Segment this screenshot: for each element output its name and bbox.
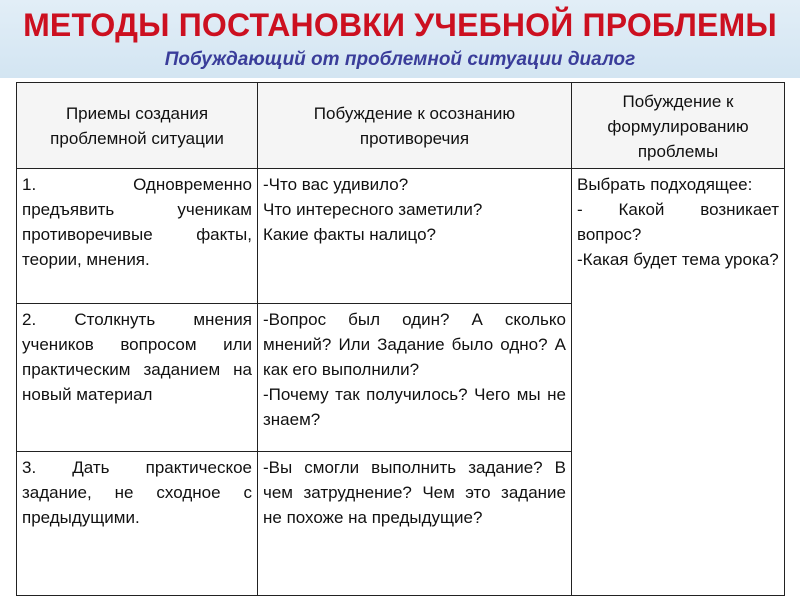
- header-cell-formulation: Побуждение к формулированию проблемы: [572, 83, 785, 169]
- page-title: МЕТОДЫ ПОСТАНОВКИ УЧЕБНОЙ ПРОБЛЕМЫ: [23, 7, 777, 43]
- method-cell-3: 3. Дать практическое задание, не сходное с предыдущими.: [17, 452, 258, 596]
- formulation-cell: Выбрать подходящее: - Какой возникает вопрос? -Какая будет тема урока?: [572, 169, 785, 596]
- method-cell-1: 1. Одновременно предъявить ученикам противоречивые факты, теории, мнения.: [17, 169, 258, 304]
- header-cell-awareness: Побуждение к осознанию противоречия: [258, 83, 572, 169]
- method-cell-2: 2. Столкнуть мнения учеников вопросом или практическим заданием на новый материал: [17, 304, 258, 452]
- table-header-row: [17, 83, 785, 169]
- awareness-cell-2: -Вопрос был один? А сколько мнений? Или Задание было одно? А как его выполнили? -Почему так получилось? Чего мы не знаем?: [258, 304, 572, 452]
- methods-table: [16, 82, 785, 596]
- header-band: [0, 0, 800, 78]
- header-cell-methods: Приемы создания проблемной ситуации: [17, 83, 258, 169]
- awareness-cell-1: -Что вас удивило? Что интересного заметили? Какие факты налицо?: [258, 169, 572, 304]
- table-row: [17, 169, 785, 304]
- page-subtitle: Побуждающий от проблемной ситуации диалог: [164, 49, 636, 70]
- awareness-cell-3: -Вы смогли выполнить задание? В чем затруднение? Чем это задание не похоже на предыдущие?: [258, 452, 572, 596]
